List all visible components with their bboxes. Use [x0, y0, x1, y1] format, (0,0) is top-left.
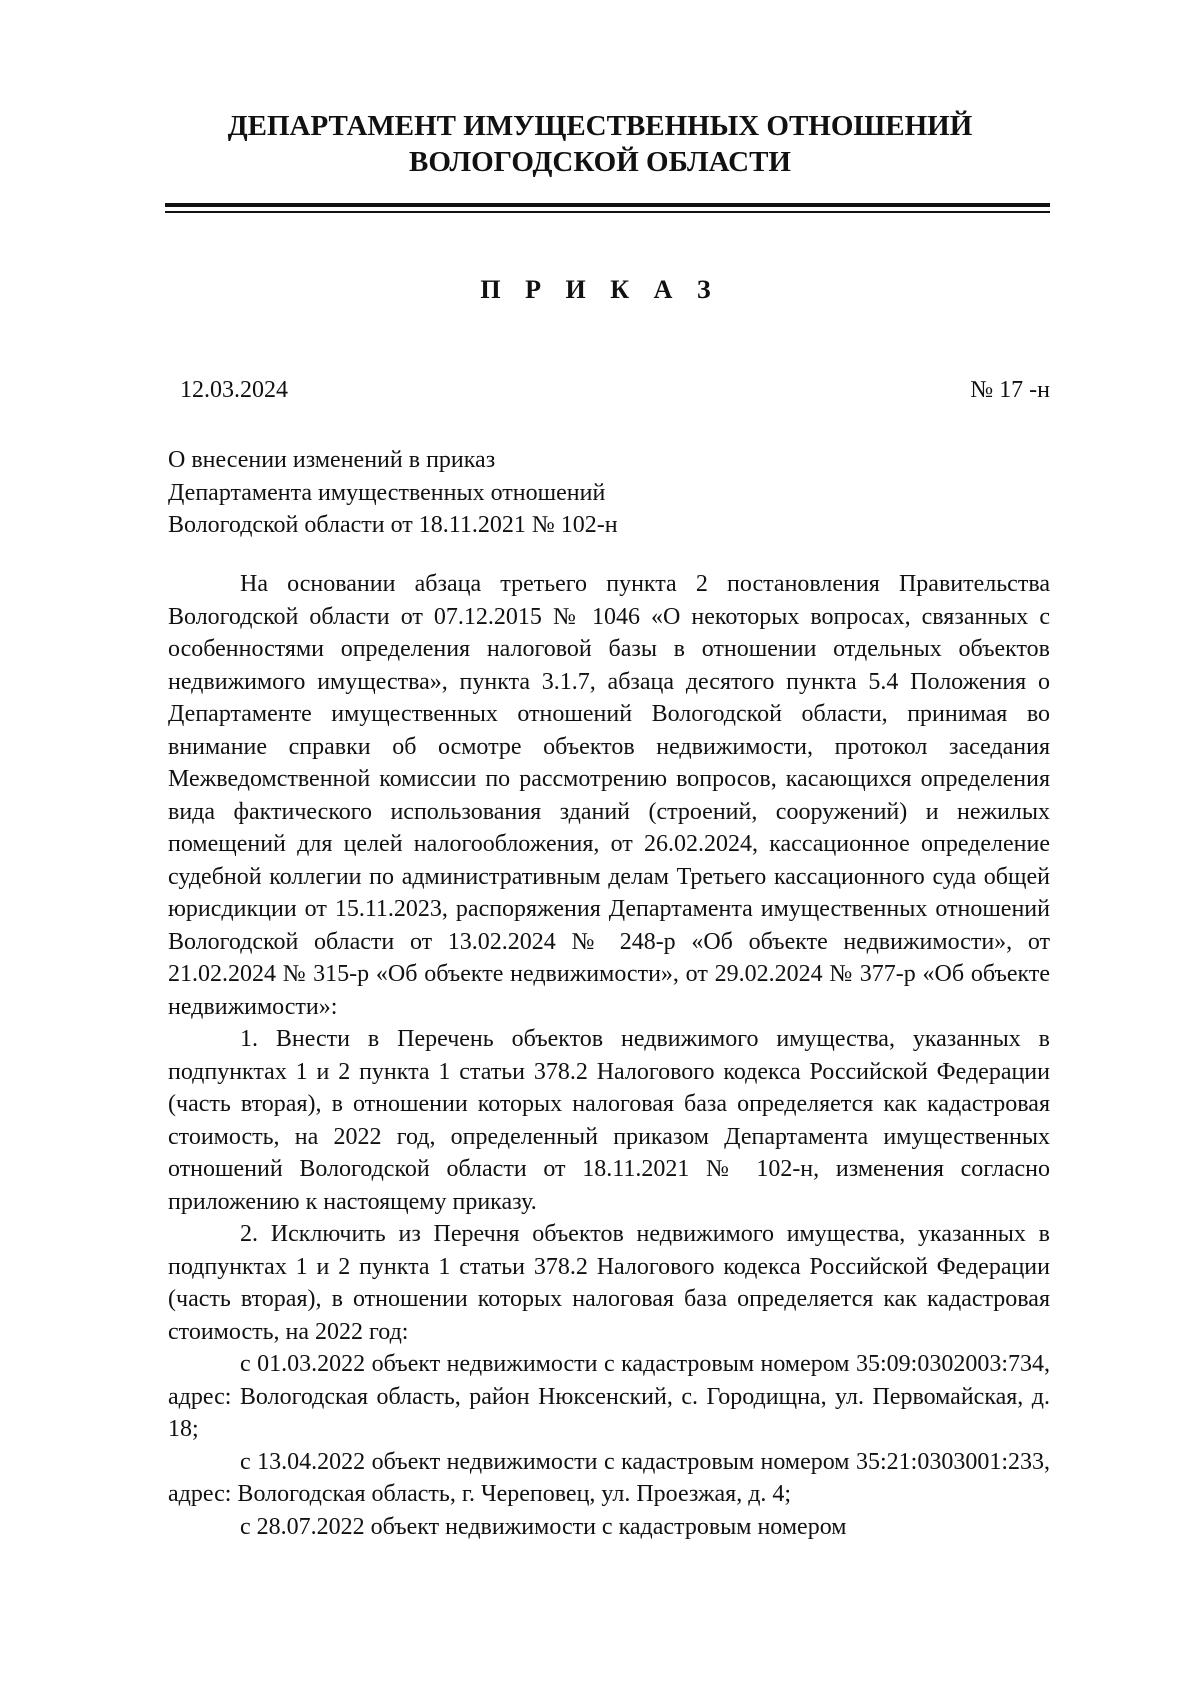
item-2-paragraph: 2. Исключить из Перечня объектов недвижимого имущества, указанных в подпунктах 1 и 2 пункта 1 статьи 378.2 Налогового кодекса Российской Федерации (часть вторая), в отношении которых налоговая база определяется как кадастровая стоимость, на 2022 год:	[168, 1221, 1050, 1345]
preamble-paragraph: На основании абзаца третьего пункта 2 постановления Правительства Вологодской области от 07.12.2015 № 1046 «О некоторых вопросах, связанных с особенностями определения налоговой базы в отношении отдельных объектов недвижимого имущества», пункта 3.1.7, абзаца десятого пункта 5.4 Положения о Департаменте имущественных отношений Вологодской области, принимая во внимание справки об осмотре объектов недвижимости, протокол заседания Межведомственной комиссии по рассмотрению вопросов, касающихся определения вида фактического использования зданий (строений, сооружений) и нежилых помещений для целей налогообложения, от 26.02.2024, кассационное определение судебной коллегии по административным делам Третьего кассационного суда общей юрисдикции от 15.11.2023, распоряжения Департамента имущественных отношений Вологодской области от 13.02.2024 № 248-р «Об объекте недвижимости», от 21.02.2024 № 315-р «Об объекте недвижимости», от 29.02.2024 № 377-р «Об объекте недвижимости»:	[168, 571, 1050, 1020]
exclusion-entry-3: с 28.07.2022 объект недвижимости с кадастровым номером	[240, 1513, 847, 1540]
subject-line-3: Вологодской области от 18.11.2021 № 102-н	[168, 512, 618, 538]
header-rule-thick	[165, 203, 1050, 207]
department-header	[150, 108, 1050, 180]
subject-line-1: О внесении изменений в приказ	[168, 447, 496, 473]
document-title: П Р И К А З	[480, 275, 720, 304]
exclusion-entry-1: с 01.03.2022 объект недвижимости с кадастровым номером 35:09:0302003:734, адрес: Вологодская область, район Нюксенский, с. Городищна, ул. Первомайская, д. 18;	[168, 1351, 1050, 1442]
header-rule-thin	[165, 211, 1050, 213]
header-line-1: ДЕПАРТАМЕНТ ИМУЩЕСТВЕННЫХ ОТНОШЕНИЙ	[227, 110, 973, 142]
item-1-paragraph: 1. Внести в Перечень объектов недвижимого имущества, указанных в подпунктах 1 и 2 пункта 1 статьи 378.2 Налогового кодекса Российской Федерации (часть вторая), в отношении которых налоговая база определяется как кадастровая стоимость, на 2022 год, определенный приказом Департамента имущественных отношений Вологодской области от 18.11.2021 № 102-н, изменения согласно приложению к настоящему приказу.	[168, 1026, 1050, 1215]
document-number: № 17 -н	[970, 377, 1050, 403]
document-subject	[168, 444, 618, 542]
subject-line-2: Департамента имущественных отношений	[168, 479, 606, 506]
exclusion-entry-2: с 13.04.2022 объект недвижимости с кадастровым номером 35:21:0303001:233, адрес: Вологодская область, г. Череповец, ул. Проезжая, д. 4;	[168, 1448, 1050, 1507]
header-line-2: ВОЛОГОДСКОЙ ОБЛАСТИ	[409, 146, 791, 178]
document-body	[168, 568, 1050, 1543]
document-date: 12.03.2024	[180, 377, 288, 403]
